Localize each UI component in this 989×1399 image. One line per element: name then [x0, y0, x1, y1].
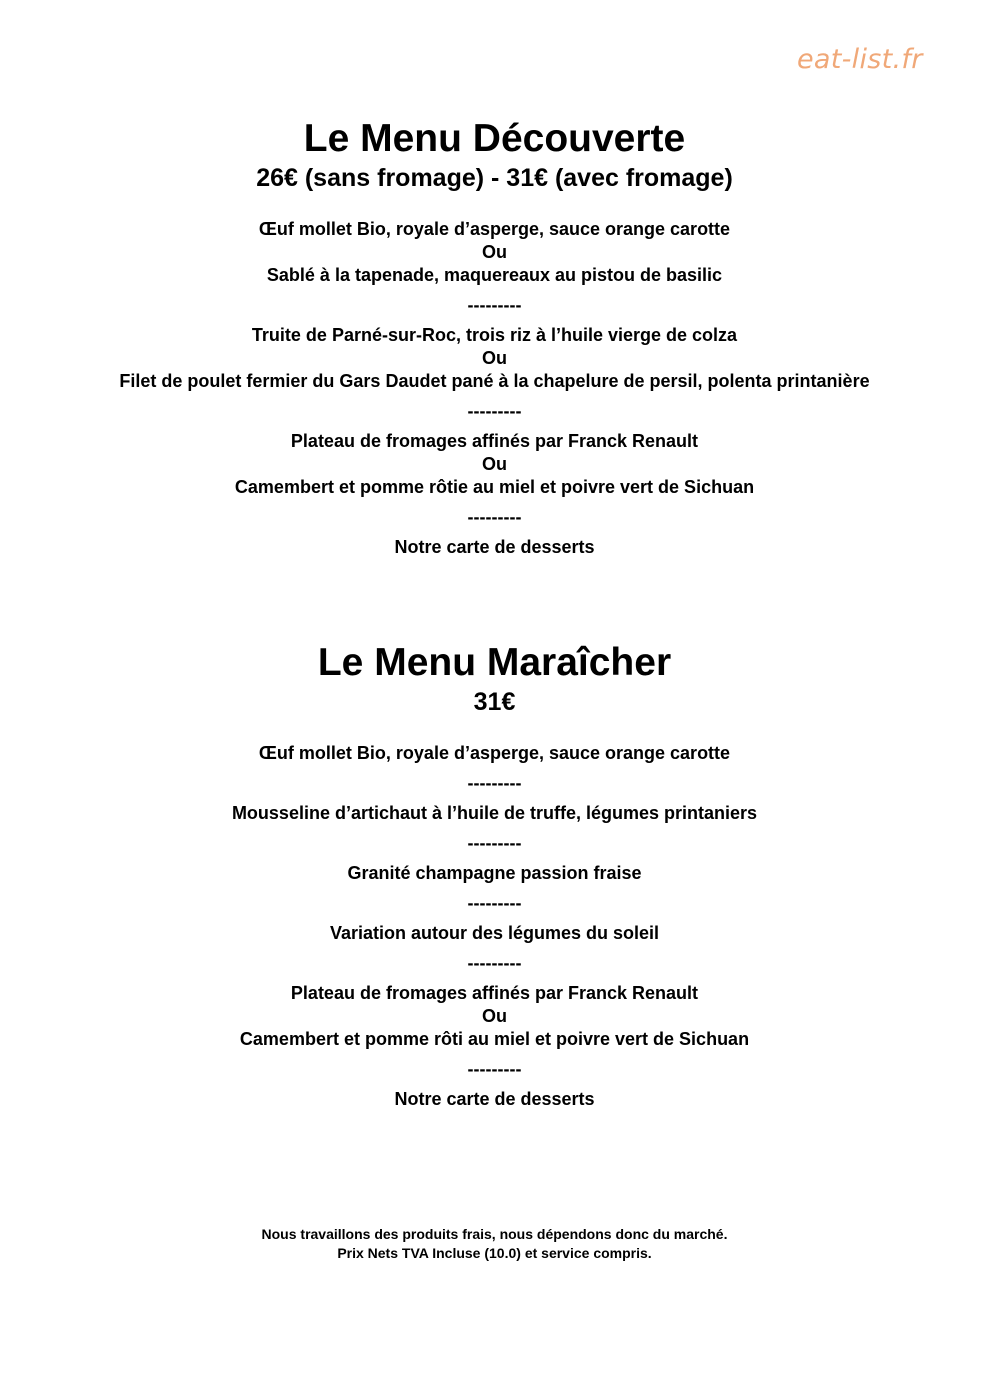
menu-separator: ---------	[467, 1059, 522, 1079]
menu-or: Ou	[482, 348, 507, 368]
menu-or: Ou	[482, 242, 507, 262]
menu-item: Filet de poulet fermier du Gars Daudet pané à la chapelure de persil, polenta printanière	[119, 371, 870, 391]
menu-decouverte-section	[0, 116, 989, 559]
menu-price: 26€ (sans fromage) - 31€ (avec fromage)	[256, 164, 733, 192]
menu-item: Œuf mollet Bio, royale d’asperge, sauce orange carotte	[258, 219, 731, 239]
menu-item: Notre carte de desserts	[394, 537, 595, 557]
menu-or: Ou	[482, 1006, 507, 1026]
menu-item: Granité champagne passion fraise	[347, 863, 642, 883]
menu-item: Plateau de fromages affinés par Franck Renault	[290, 983, 699, 1003]
menu-item: Truite de Parné-sur-Roc, trois riz à l’huile vierge de colza	[251, 325, 738, 345]
menu-item: Notre carte de desserts	[394, 1089, 595, 1109]
menu-separator: ---------	[467, 893, 522, 913]
menu-separator: ---------	[467, 295, 522, 315]
menu-title: Le Menu Découverte	[303, 117, 686, 160]
menu-or: Ou	[482, 454, 507, 474]
menu-item: Mousseline d’artichaut à l’huile de truffe, légumes printaniers	[231, 803, 758, 823]
menu-title: Le Menu Maraîcher	[317, 641, 672, 684]
menu-item: Plateau de fromages affinés par Franck Renault	[290, 431, 699, 451]
watermark-logo: eat-list.fr	[797, 44, 923, 75]
menu-item: Œuf mollet Bio, royale d’asperge, sauce orange carotte	[258, 743, 731, 763]
menu-separator: ---------	[467, 833, 522, 853]
menu-separator: ---------	[467, 401, 522, 421]
menu-item: Camembert et pomme rôti au miel et poivre vert de Sichuan	[239, 1029, 750, 1049]
footer-line: Prix Nets TVA Incluse (10.0) et service compris.	[337, 1245, 652, 1261]
menu-item: Variation autour des légumes du soleil	[329, 923, 660, 943]
footer-line: Nous travaillons des produits frais, nous dépendons donc du marché.	[261, 1226, 728, 1242]
menu-separator: ---------	[467, 953, 522, 973]
menu-item: Camembert et pomme rôtie au miel et poivre vert de Sichuan	[234, 477, 755, 497]
footer-note	[0, 1225, 989, 1263]
menu-price: 31€	[473, 688, 516, 716]
menu-separator: ---------	[467, 507, 522, 527]
menu-item: Sablé à la tapenade, maquereaux au pistou de basilic	[266, 265, 723, 285]
menu-maraicher-section	[0, 640, 989, 1111]
menu-separator: ---------	[467, 773, 522, 793]
